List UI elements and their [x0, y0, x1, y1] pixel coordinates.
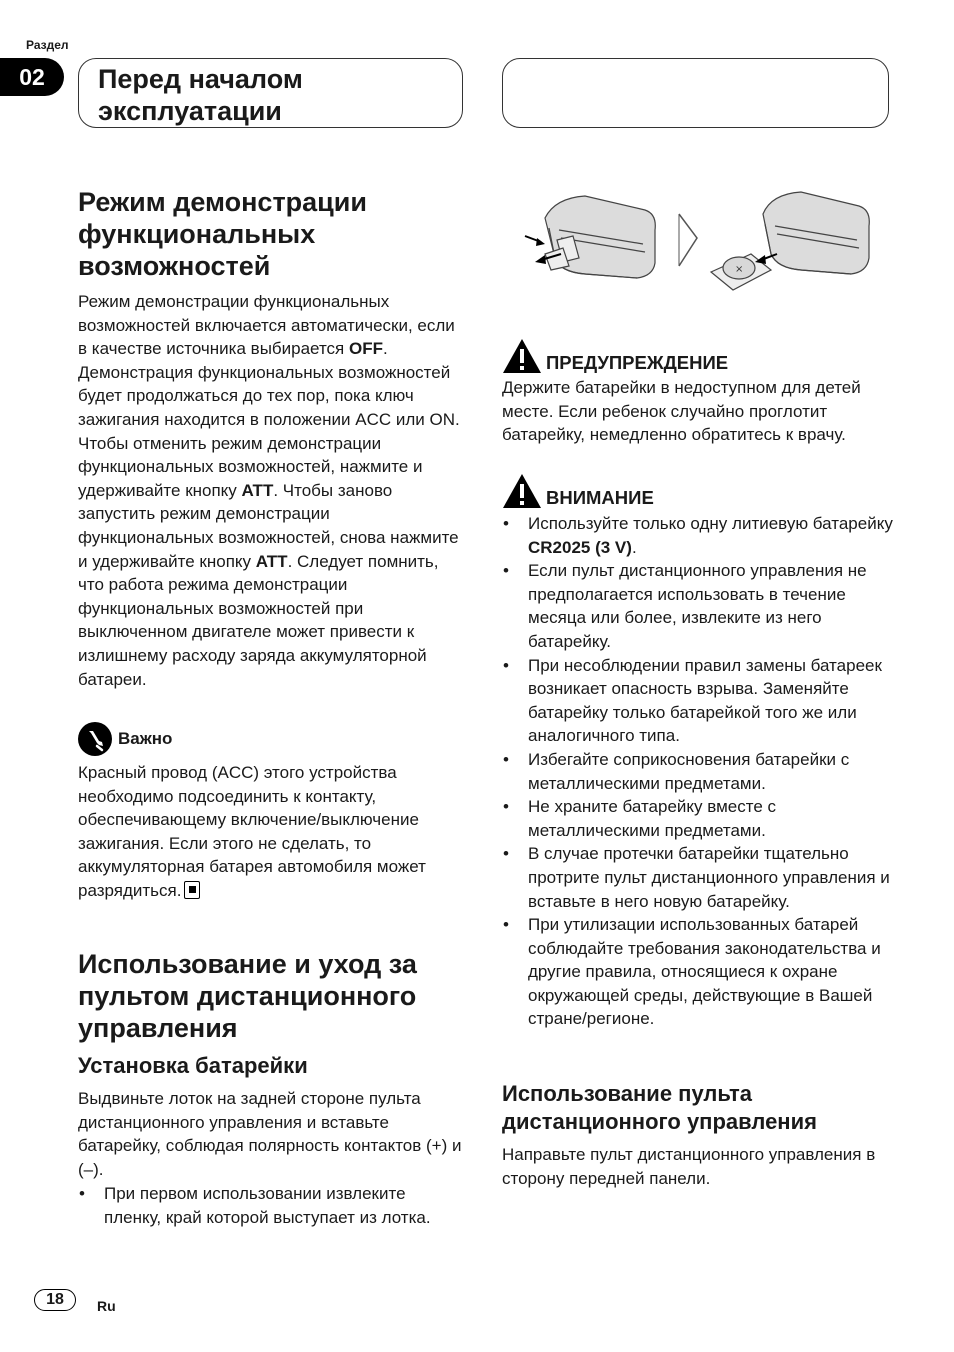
important-icon	[78, 722, 112, 756]
caution-list	[502, 512, 894, 1031]
end-mark-icon	[184, 881, 200, 899]
battery-model: CR2025 (3 V)	[528, 537, 632, 557]
demo-paragraph	[78, 290, 468, 691]
install-bullets	[78, 1182, 453, 1229]
usage-title: Использование пульта дистанционного управления	[502, 1081, 817, 1134]
chapter-title: Перед началом эксплуатации	[98, 64, 303, 126]
language-code: Ru	[97, 1298, 116, 1314]
list-item: • Если пульт дистанционного управления не предполагается использовать в течение месяца или более, извлеките из него батарейку.	[502, 559, 894, 653]
list-item: • Не храните батарейку вместе с металлическими предметами.	[502, 795, 894, 842]
section-label: Раздел	[26, 38, 69, 52]
caution-heading	[502, 473, 894, 509]
demo-bold-att-1: ATT	[241, 480, 274, 500]
header-title-box	[78, 58, 463, 128]
demo-title: Режим демонстрации функциональных возможностей	[78, 187, 367, 281]
warning-text: Держите батарейки в недоступном для детей месте. Если ребенок случайно проглотит батарейку, немедленно обратитесь к врачу.	[502, 378, 861, 445]
demo-bold-off: OFF	[348, 339, 383, 359]
important-text-block	[78, 761, 466, 903]
install-text: Выдвиньте лоток на задней стороне пульта дистанционного управления и вставьте батарейку, соблюдая полярность контактов (+) и (–).	[78, 1089, 462, 1179]
demo-text-2: . Демонстрация функциональных возможностей будет продолжаться до тех пор, пока ключ зажигания находится в положении ACC или ON. Чтобы отменить режим демонстрации функциональных возможностей, нажмите и удерживайте кнопку	[78, 339, 460, 500]
svg-text:×: ×	[735, 264, 744, 275]
list-item: • При несоблюдении правил замены батареек возникает опасность взрыва. Заменяйте батарейку только батарейкой того же или аналогичного типа.	[502, 654, 894, 748]
list-item: • Используйте только одну литиевую батарейку CR2025 (3 V).	[502, 512, 894, 559]
usage-text: Направьте пульт дистанционного управления в сторону передней панели.	[502, 1145, 876, 1188]
warning-heading	[502, 338, 894, 374]
page-number: 18	[34, 1289, 76, 1311]
demo-bold-att-2: ATT	[255, 551, 288, 571]
demo-text-3: . Чтобы заново запустить режим демонстрации функциональных возможностей, снова нажмите и удерживайте кнопку	[78, 480, 459, 571]
caution-triangle-icon	[502, 473, 542, 509]
install-title: Установка батарейки	[78, 1053, 308, 1078]
list-item: • Избегайте соприкосновения батарейки с металлическими предметами.	[502, 748, 894, 795]
warning-triangle-icon	[502, 338, 542, 374]
list-item: • При утилизации использованных батарей соблюдайте требования законодательства и другие правила, относящиеся к охране окружающей среды, действующие в Вашей стране/регионе.	[502, 913, 894, 1031]
remote-title: Использование и уход за пультом дистанционного управления	[78, 949, 417, 1043]
warning-label: ПРЕДУПРЕЖДЕНИЕ	[546, 352, 729, 373]
important-heading	[78, 722, 468, 756]
demo-text-1: Режим демонстрации функциональных возможностей включается автоматически, если в качестве источника выбирается	[78, 292, 455, 359]
list-item: • В случае протечки батарейки тщательно протрите пульт дистанционного управления и вставьте в него новую батарейку.	[502, 842, 894, 913]
important-text: Красный провод (ACC) этого устройства необходимо подсоединить к контакту, обеспечивающему включение/выключение зажигания. Если этого не сделать, то аккумуляторная батарея автомобиля может разрядиться.	[78, 763, 426, 900]
demo-text-4: . Следует помнить, что работа режима демонстрации функциональных возможностей при выключенном двигателе может привести к излишнему расходу заряда аккумуляторной батареи.	[78, 551, 439, 689]
section-number-tab: 02	[0, 58, 64, 96]
list-item: • При первом использовании извлеките пленку, край которой выступает из лотка.	[78, 1182, 453, 1229]
caution-label: ВНИМАНИЕ	[546, 487, 654, 508]
battery-install-illustration	[515, 188, 875, 298]
important-label: Важно	[118, 729, 173, 748]
header-empty-box	[502, 58, 889, 128]
